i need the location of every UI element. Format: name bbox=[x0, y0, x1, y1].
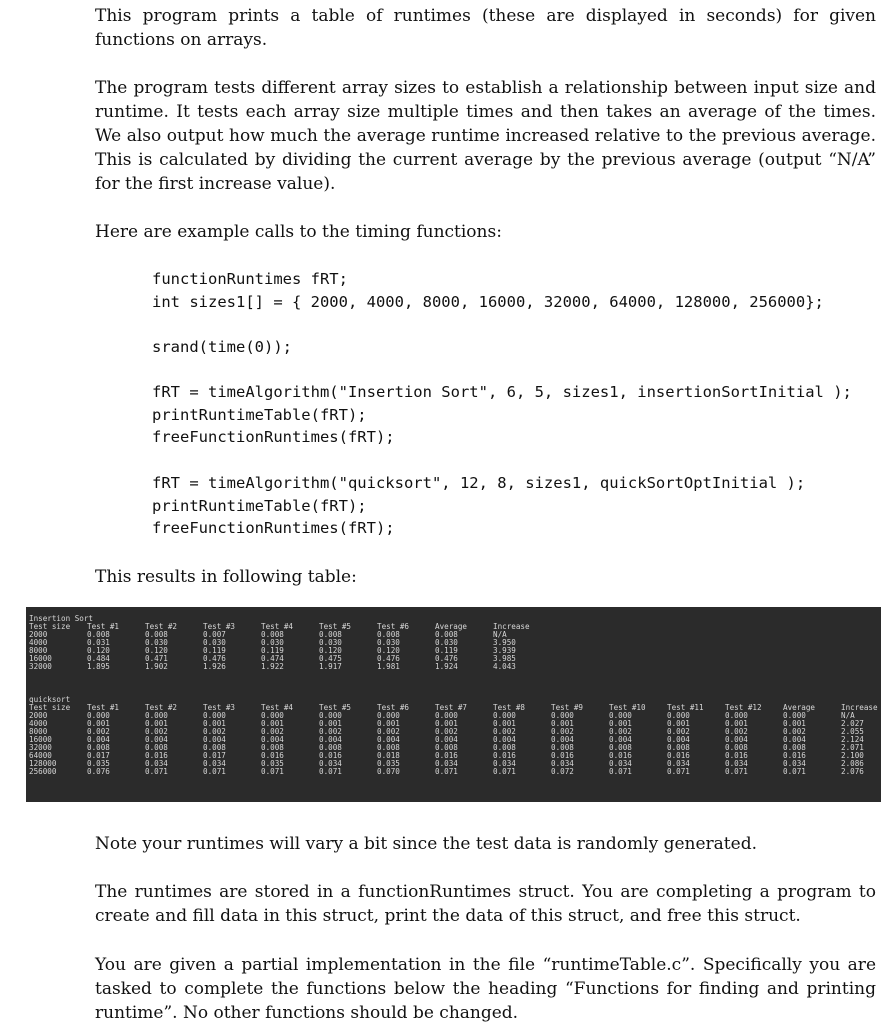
insertion-sort-table-cell: N/A bbox=[493, 630, 507, 639]
quicksort-table-cell: 0.034 bbox=[203, 759, 226, 768]
quicksort-table-cell: 0.071 bbox=[319, 767, 342, 776]
insertion-sort-table-cell: 0.475 bbox=[319, 654, 342, 663]
quicksort-table-cell: 0.035 bbox=[261, 759, 284, 768]
insertion-sort-table-cell: 0.008 bbox=[87, 630, 110, 639]
quicksort-table-cell: 2.071 bbox=[841, 743, 864, 752]
insertion-sort-header-cell: Average bbox=[435, 622, 468, 631]
quicksort-table-cell: 0.034 bbox=[783, 759, 806, 768]
quicksort-table-cell: 0.000 bbox=[261, 711, 284, 720]
quicksort-table-cell: 0.016 bbox=[435, 751, 458, 760]
insertion-sort-table-cell: 4000 bbox=[29, 638, 48, 647]
intro-paragraph-1: This program prints a table of runtimes (these are displayed in seconds) for given functions on arrays. bbox=[95, 6, 876, 50]
quicksort-table-cell: 0.000 bbox=[493, 711, 516, 720]
quicksort-table-cell: 0.004 bbox=[493, 735, 516, 744]
insertion-sort-table-cell: 1.917 bbox=[319, 662, 342, 671]
quicksort-table-cell: 0.016 bbox=[493, 751, 516, 760]
insertion-sort-table-cell: 0.031 bbox=[87, 638, 110, 647]
insertion-sort-header-cell: Test #1 bbox=[87, 622, 120, 631]
intro-paragraph-2: The program tests different array sizes to establish a relationship between input size and runtime. It tests each array size multiple times and then takes an average of the times. We also output how much the average runtime increased relative to the previous average. This is calculated by dividing the current average by the previous average (output “N/A” for the first increase value). bbox=[95, 78, 876, 194]
quicksort-table-cell: 0.001 bbox=[203, 719, 226, 728]
quicksort-table-cell: 0.008 bbox=[725, 743, 748, 752]
insertion-sort-table-cell: 8000 bbox=[29, 646, 48, 655]
quicksort-header-cell: Test #12 bbox=[725, 703, 762, 712]
code-block-quicksort: fRT = timeAlgorithm("quicksort", 12, 8, sizes1, quickSortOptInitial ); printRuntimeTable(fRT); freeFunctionRuntimes(fRT); bbox=[152, 474, 806, 537]
quicksort-table-cell: 0.008 bbox=[145, 743, 168, 752]
quicksort-table-cell: 0.008 bbox=[203, 743, 226, 752]
quicksort-table-cell: 0.001 bbox=[667, 719, 690, 728]
quicksort-table-cell: 0.004 bbox=[377, 735, 400, 744]
quicksort-table-cell: 0.002 bbox=[551, 727, 574, 736]
insertion-sort-header-cell: Test #6 bbox=[377, 622, 410, 631]
quicksort-table-cell: 0.002 bbox=[87, 727, 110, 736]
quicksort-table-cell: 0.016 bbox=[261, 751, 284, 760]
quicksort-header-cell: Test #1 bbox=[87, 703, 120, 712]
quicksort-table-cell: 0.071 bbox=[261, 767, 284, 776]
insertion-sort-table-cell: 0.008 bbox=[261, 630, 284, 639]
insertion-sort-table-cell: 4.043 bbox=[493, 662, 516, 671]
insertion-sort-table-cell: 0.008 bbox=[435, 630, 458, 639]
quicksort-table-cell: 0.017 bbox=[203, 751, 226, 760]
code-block-srand: srand(time(0)); bbox=[152, 338, 292, 356]
quicksort-table-cell: 0.002 bbox=[377, 727, 400, 736]
quicksort-table-cell: 0.034 bbox=[435, 759, 458, 768]
insertion-sort-table-cell: 3.950 bbox=[493, 638, 516, 647]
quicksort-table-cell: 0.000 bbox=[551, 711, 574, 720]
quicksort-table-cell: 0.017 bbox=[87, 751, 110, 760]
quicksort-table-cell: 0.001 bbox=[435, 719, 458, 728]
insertion-sort-table-cell: 0.030 bbox=[145, 638, 168, 647]
insertion-sort-table-cell: 0.008 bbox=[319, 630, 342, 639]
quicksort-table-cell: 0.008 bbox=[609, 743, 632, 752]
quicksort-table-cell: 0.000 bbox=[609, 711, 632, 720]
quicksort-header-cell: Test #7 bbox=[435, 703, 468, 712]
insertion-sort-table-cell: 0.030 bbox=[203, 638, 226, 647]
quicksort-table-cell: 0.016 bbox=[319, 751, 342, 760]
quicksort-table-cell: 0.004 bbox=[783, 735, 806, 744]
insertion-sort-table-cell: 0.474 bbox=[261, 654, 284, 663]
quicksort-table-cell: 0.004 bbox=[551, 735, 574, 744]
quicksort-table-cell: 0.016 bbox=[725, 751, 748, 760]
insertion-sort-table-cell: 1.922 bbox=[261, 662, 284, 671]
quicksort-table-cell: 2.076 bbox=[841, 767, 864, 776]
insertion-sort-table-cell: 1.926 bbox=[203, 662, 226, 671]
quicksort-table-cell: 0.076 bbox=[87, 767, 110, 776]
quicksort-header-cell: Test #11 bbox=[667, 703, 704, 712]
quicksort-header-cell: Test #5 bbox=[319, 703, 352, 712]
quicksort-table-cell: 0.002 bbox=[145, 727, 168, 736]
quicksort-table-cell: 0.008 bbox=[493, 743, 516, 752]
insertion-sort-table-cell: 0.120 bbox=[377, 646, 400, 655]
quicksort-header-cell: Test size bbox=[29, 703, 71, 712]
quicksort-table-cell: 0.001 bbox=[377, 719, 400, 728]
insertion-sort-table-cell: 0.476 bbox=[435, 654, 458, 663]
insertion-sort-table-cell: 0.030 bbox=[435, 638, 458, 647]
insertion-sort-table-cell: 3.985 bbox=[493, 654, 516, 663]
code-block-insertion-sort: fRT = timeAlgorithm("Insertion Sort", 6, 5, sizes1, insertionSortInitial ); printRuntimeTable(fRT); freeFunctionRuntimes(fRT); bbox=[152, 383, 852, 446]
quicksort-table-cell: N/A bbox=[841, 711, 855, 720]
insertion-sort-table-cell: 0.120 bbox=[87, 646, 110, 655]
quicksort-table-cell: 0.016 bbox=[783, 751, 806, 760]
quicksort-table-cell: 256000 bbox=[29, 767, 57, 776]
quicksort-table-cell: 0.008 bbox=[319, 743, 342, 752]
quicksort-table-cell: 0.002 bbox=[493, 727, 516, 736]
quicksort-table-cell: 2.124 bbox=[841, 735, 864, 744]
quicksort-table-cell: 0.001 bbox=[725, 719, 748, 728]
quicksort-header-cell: Test #4 bbox=[261, 703, 294, 712]
insertion-sort-table-cell: 0.008 bbox=[145, 630, 168, 639]
quicksort-table-cell: 0.016 bbox=[609, 751, 632, 760]
insertion-sort-table-cell: 1.902 bbox=[145, 662, 168, 671]
quicksort-table-cell: 0.001 bbox=[551, 719, 574, 728]
quicksort-table-cell: 0.008 bbox=[667, 743, 690, 752]
insertion-sort-table-cell: 0.476 bbox=[377, 654, 400, 663]
quicksort-table-cell: 0.000 bbox=[377, 711, 400, 720]
quicksort-header-cell: Test #2 bbox=[145, 703, 178, 712]
quicksort-table-cell: 0.071 bbox=[783, 767, 806, 776]
quicksort-table-cell: 32000 bbox=[29, 743, 52, 752]
outro-paragraph-1: Note your runtimes will vary a bit since the test data is randomly generated. bbox=[95, 834, 757, 854]
quicksort-table-cell: 0.071 bbox=[435, 767, 458, 776]
quicksort-title: quicksort bbox=[29, 695, 71, 704]
quicksort-table-cell: 0.018 bbox=[377, 751, 400, 760]
quicksort-table-cell: 0.002 bbox=[783, 727, 806, 736]
results-intro: This results in following table: bbox=[95, 567, 357, 587]
quicksort-table-cell: 0.034 bbox=[319, 759, 342, 768]
quicksort-header-cell: Increase bbox=[841, 703, 878, 712]
insertion-sort-header-cell: Increase bbox=[493, 622, 530, 631]
quicksort-table-cell: 0.004 bbox=[261, 735, 284, 744]
quicksort-table-cell: 0.034 bbox=[609, 759, 632, 768]
quicksort-table-cell: 0.002 bbox=[609, 727, 632, 736]
quicksort-table-cell: 0.035 bbox=[87, 759, 110, 768]
quicksort-table-cell: 0.004 bbox=[667, 735, 690, 744]
insertion-sort-table-cell: 1.981 bbox=[377, 662, 400, 671]
quicksort-table-cell: 0.001 bbox=[493, 719, 516, 728]
quicksort-table-cell: 0.002 bbox=[261, 727, 284, 736]
insertion-sort-table-cell: 2000 bbox=[29, 630, 48, 639]
quicksort-table-cell: 0.004 bbox=[725, 735, 748, 744]
quicksort-table-cell: 4000 bbox=[29, 719, 48, 728]
insertion-sort-table-cell: 0.120 bbox=[145, 646, 168, 655]
quicksort-table-cell: 0.001 bbox=[145, 719, 168, 728]
insertion-sort-table-cell: 0.030 bbox=[377, 638, 400, 647]
insertion-sort-table-cell: 1.924 bbox=[435, 662, 458, 671]
quicksort-table-cell: 0.008 bbox=[261, 743, 284, 752]
quicksort-table-cell: 0.002 bbox=[667, 727, 690, 736]
quicksort-table-cell: 0.008 bbox=[435, 743, 458, 752]
quicksort-table-cell: 0.000 bbox=[725, 711, 748, 720]
insertion-sort-table-cell: 0.030 bbox=[319, 638, 342, 647]
outro-paragraph-3: You are given a partial implementation in the file “runtimeTable.c”. Specifically you are tasked to complete the functions below the heading “Functions for finding and printing runtime”. No other functions should be changed. bbox=[95, 955, 876, 1023]
intro-paragraph-3: Here are example calls to the timing functions: bbox=[95, 222, 502, 242]
insertion-sort-table-cell: 0.007 bbox=[203, 630, 226, 639]
insertion-sort-table-cell: 0.120 bbox=[319, 646, 342, 655]
quicksort-table-cell: 0.000 bbox=[667, 711, 690, 720]
quicksort-table-cell: 0.034 bbox=[493, 759, 516, 768]
quicksort-table-cell: 2.086 bbox=[841, 759, 864, 768]
quicksort-table-cell: 2000 bbox=[29, 711, 48, 720]
quicksort-table-cell: 0.004 bbox=[87, 735, 110, 744]
quicksort-table-cell: 0.016 bbox=[551, 751, 574, 760]
insertion-sort-header-cell: Test #5 bbox=[319, 622, 352, 631]
quicksort-table-cell: 0.034 bbox=[551, 759, 574, 768]
quicksort-table-cell: 0.072 bbox=[551, 767, 574, 776]
quicksort-header-cell: Test #6 bbox=[377, 703, 410, 712]
quicksort-table-cell: 0.002 bbox=[319, 727, 342, 736]
insertion-sort-table-cell: 3.939 bbox=[493, 646, 516, 655]
quicksort-table-cell: 0.000 bbox=[145, 711, 168, 720]
quicksort-table-cell: 0.004 bbox=[145, 735, 168, 744]
insertion-sort-table-cell: 0.476 bbox=[203, 654, 226, 663]
quicksort-table-cell: 2.100 bbox=[841, 751, 864, 760]
quicksort-table-cell: 64000 bbox=[29, 751, 52, 760]
quicksort-table-cell: 0.034 bbox=[145, 759, 168, 768]
quicksort-header-cell: Test #9 bbox=[551, 703, 584, 712]
quicksort-table-cell: 0.000 bbox=[319, 711, 342, 720]
quicksort-table-cell: 0.008 bbox=[551, 743, 574, 752]
quicksort-header-cell: Test #3 bbox=[203, 703, 236, 712]
quicksort-table-cell: 16000 bbox=[29, 735, 52, 744]
insertion-sort-table-cell: 16000 bbox=[29, 654, 52, 663]
quicksort-table-cell: 0.001 bbox=[783, 719, 806, 728]
quicksort-table-cell: 8000 bbox=[29, 727, 48, 736]
insertion-sort-table-cell: 0.471 bbox=[145, 654, 168, 663]
insertion-sort-table-cell: 0.030 bbox=[261, 638, 284, 647]
quicksort-table-cell: 0.001 bbox=[87, 719, 110, 728]
insertion-sort-header-cell: Test #2 bbox=[145, 622, 178, 631]
quicksort-table-cell: 2.027 bbox=[841, 719, 864, 728]
quicksort-table-cell: 0.071 bbox=[609, 767, 632, 776]
quicksort-table-cell: 0.004 bbox=[435, 735, 458, 744]
quicksort-table-cell: 0.071 bbox=[493, 767, 516, 776]
code-block-declarations: functionRuntimes fRT; int sizes1[] = { 2000, 4000, 8000, 16000, 32000, 64000, 128000, 256000}; bbox=[152, 270, 824, 311]
quicksort-table-cell: 0.071 bbox=[203, 767, 226, 776]
insertion-sort-table-cell: 0.119 bbox=[261, 646, 284, 655]
quicksort-table-cell: 0.002 bbox=[203, 727, 226, 736]
quicksort-table-cell: 0.070 bbox=[377, 767, 400, 776]
quicksort-table-cell: 0.000 bbox=[203, 711, 226, 720]
quicksort-table-cell: 0.002 bbox=[725, 727, 748, 736]
insertion-sort-header-cell: Test size bbox=[29, 622, 71, 631]
quicksort-table-cell: 0.008 bbox=[87, 743, 110, 752]
quicksort-table-cell: 0.034 bbox=[667, 759, 690, 768]
insertion-sort-table-cell: 0.119 bbox=[435, 646, 458, 655]
quicksort-table-cell: 0.035 bbox=[377, 759, 400, 768]
terminal-output bbox=[26, 607, 881, 802]
insertion-sort-table-cell: 32000 bbox=[29, 662, 52, 671]
quicksort-table-cell: 0.002 bbox=[435, 727, 458, 736]
quicksort-table-cell: 0.008 bbox=[783, 743, 806, 752]
quicksort-table-cell: 0.004 bbox=[609, 735, 632, 744]
insertion-sort-table-cell: 1.895 bbox=[87, 662, 110, 671]
quicksort-header-cell: Test #10 bbox=[609, 703, 646, 712]
quicksort-table-cell: 0.004 bbox=[319, 735, 342, 744]
quicksort-table-cell: 0.071 bbox=[667, 767, 690, 776]
quicksort-table-cell: 0.001 bbox=[261, 719, 284, 728]
quicksort-table-cell: 0.001 bbox=[319, 719, 342, 728]
insertion-sort-title: Insertion Sort bbox=[29, 614, 94, 623]
quicksort-table-cell: 128000 bbox=[29, 759, 57, 768]
quicksort-table-cell: 0.016 bbox=[667, 751, 690, 760]
insertion-sort-table-cell: 0.119 bbox=[203, 646, 226, 655]
quicksort-table-cell: 0.000 bbox=[435, 711, 458, 720]
quicksort-table-cell: 0.008 bbox=[377, 743, 400, 752]
quicksort-table-cell: 0.071 bbox=[725, 767, 748, 776]
quicksort-table-cell: 0.004 bbox=[203, 735, 226, 744]
insertion-sort-header-cell: Test #4 bbox=[261, 622, 294, 631]
quicksort-table-cell: 0.034 bbox=[725, 759, 748, 768]
quicksort-table-cell: 0.000 bbox=[87, 711, 110, 720]
quicksort-table-cell: 0.071 bbox=[145, 767, 168, 776]
outro-paragraph-2: The runtimes are stored in a functionRuntimes struct. You are completing a program to create and fill data in this struct, print the data of this struct, and free this struct. bbox=[95, 882, 876, 926]
quicksort-header-cell: Average bbox=[783, 703, 816, 712]
insertion-sort-header-cell: Test #3 bbox=[203, 622, 236, 631]
insertion-sort-table-cell: 0.484 bbox=[87, 654, 110, 663]
quicksort-table-cell: 2.055 bbox=[841, 727, 864, 736]
quicksort-table-cell: 0.016 bbox=[145, 751, 168, 760]
quicksort-table-cell: 0.001 bbox=[609, 719, 632, 728]
insertion-sort-table-cell: 0.008 bbox=[377, 630, 400, 639]
quicksort-header-cell: Test #8 bbox=[493, 703, 526, 712]
quicksort-table-cell: 0.000 bbox=[783, 711, 806, 720]
